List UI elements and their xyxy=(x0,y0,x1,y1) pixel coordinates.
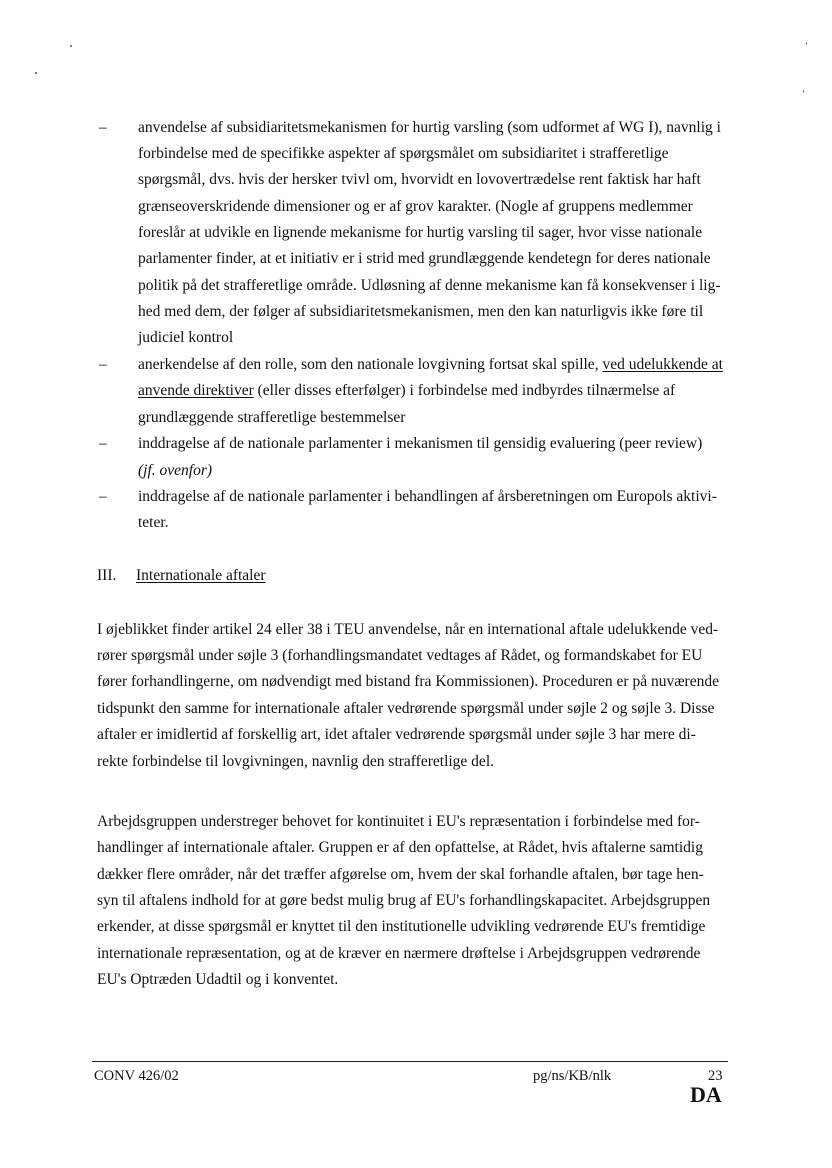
bullet-2-line-1 xyxy=(138,355,723,375)
scan-speck xyxy=(70,45,72,47)
underlined-phrase: anvende direktiver xyxy=(138,382,254,399)
bullet-4-line-1: inddragelse af de nationale parlamenter i behandlingen af årsberetningen om Europols aktivi- xyxy=(138,488,717,505)
bullet-1-line-9: judiciel kontrol xyxy=(138,329,234,346)
bullet-1-line-7: politik på det strafferetlige område. Udløsning af denne mekanisme kan få konsekvenser i lig- xyxy=(138,277,721,294)
bullet-1-line-2: forbindelse med de specifikke aspekter af spørgsmålet om subsidiaritet i strafferetlige xyxy=(138,145,669,162)
bullet-1-line-6: parlamenter finder, at et initiativ er i strid med grundlæggende kendetegn for deres nationale xyxy=(138,250,711,267)
bullet-2-text: anerkendelse af den rolle, som den nationale lovgivning fortsat skal spille, xyxy=(138,356,603,373)
paragraph-1-line-4: tidspunkt den samme for internationale aftaler vedrørende spørgsmål under søjle 2 og søjle 3. Disse xyxy=(97,700,715,717)
underlined-phrase: ved udelukkende at xyxy=(602,356,723,373)
footer-doc-ref: CONV 426/02 xyxy=(94,1068,179,1084)
footer-page-number: 23 xyxy=(708,1068,723,1084)
paragraph-2-line-3: dækker flere områder, når det træffer afgørelse om, hvem der skal forhandle aftalen, bør tage hen- xyxy=(97,866,704,883)
bullet-1-line-5: foreslår at udvikle en lignende mekanisme for hurtig varsling til sager, hvor visse nationale xyxy=(138,224,703,241)
paragraph-1-line-6: rekte forbindelse til lovgivningen, navnlig den strafferetlige del. xyxy=(97,753,494,770)
bullet-2-text: (eller disses efterfølger) i forbindelse med indbyrdes tilnærmelse af xyxy=(253,382,676,399)
paragraph-2-line-4: syn til aftalens indhold for at gøre bedst mulig brug af EU's forhandlingskapacitet. Arbejdsgruppen xyxy=(97,892,711,909)
paragraph-2-line-2: handlinger af internationale aftaler. Gruppen er af den opfattelse, at Rådet, hvis aftalerne samtidig xyxy=(97,839,703,856)
scan-speck xyxy=(803,90,804,93)
bullet-4-line-2: teter. xyxy=(138,514,169,531)
footer-initials: pg/ns/KB/nlk xyxy=(533,1068,612,1084)
footer-divider xyxy=(92,1061,728,1062)
bullet-1-line-3: spørgsmål, dvs. hvis der hersker tvivl om, hvorvidt en lovovertrædelse rent faktisk har haft xyxy=(138,171,701,188)
section-number: III. xyxy=(97,567,117,584)
bullet-marker: – xyxy=(99,435,107,452)
paragraph-2-line-7: EU's Optræden Udadtil og i konventet. xyxy=(97,971,339,988)
bullet-3-line-2: (jf. ovenfor) xyxy=(138,462,213,479)
bullet-marker: – xyxy=(99,488,107,505)
paragraph-1-line-3: fører forhandlingerne, om nødvendigt med bistand fra Kommissionen). Proceduren er på nuværende xyxy=(97,673,719,690)
paragraph-2-line-5: erkender, at disse spørgsmål er knyttet til den institutionelle udvikling vedrørende EU's fremtidige xyxy=(97,918,706,935)
bullet-1-line-8: hed med dem, der følger af subsidiaritetsmekanismen, men den kan naturligvis ikke føre til xyxy=(138,303,704,320)
section-title: Internationale aftaler xyxy=(136,567,266,584)
footer-language-code: DA xyxy=(690,1082,722,1107)
bullet-1-line-4: grænseoverskridende dimensioner og er af grov karakter. (Nogle af gruppens medlemmer xyxy=(138,198,693,215)
bullet-2-line-2 xyxy=(138,381,675,401)
paragraph-2-line-6: internationale repræsentation, og at de kræver en nærmere drøftelse i Arbejdsgruppen vedrørende xyxy=(97,945,701,962)
bullet-marker: – xyxy=(99,119,107,136)
bullet-1-line-1: anvendelse af subsidiaritetsmekanismen for hurtig varsling (som udformet af WG I), navnlig i xyxy=(138,119,721,136)
paragraph-1-line-2: rører spørgsmål under søjle 3 (forhandlingsmandatet vedtages af Rådet, og formandskabet for EU xyxy=(97,647,703,664)
scan-speck xyxy=(806,42,807,45)
paragraph-1-line-1: I øjeblikket finder artikel 24 eller 38 i TEU anvendelse, når en international aftale udelukkende ved- xyxy=(97,621,719,638)
paragraph-1-line-5: aftaler er imidlertid af forskellig art, idet aftaler vedrørende spørgsmål under søjle 3 har mere di- xyxy=(97,726,696,743)
paragraph-2-line-1: Arbejdsgruppen understreger behovet for kontinuitet i EU's repræsentation i forbindelse med for- xyxy=(97,813,700,830)
scan-speck xyxy=(35,72,37,74)
bullet-3-line-1: inddragelse af de nationale parlamenter i mekanismen til gensidig evaluering (peer review) xyxy=(138,435,703,452)
bullet-marker: – xyxy=(99,356,107,373)
bullet-2-line-3: grundlæggende strafferetlige bestemmelser xyxy=(138,409,406,426)
